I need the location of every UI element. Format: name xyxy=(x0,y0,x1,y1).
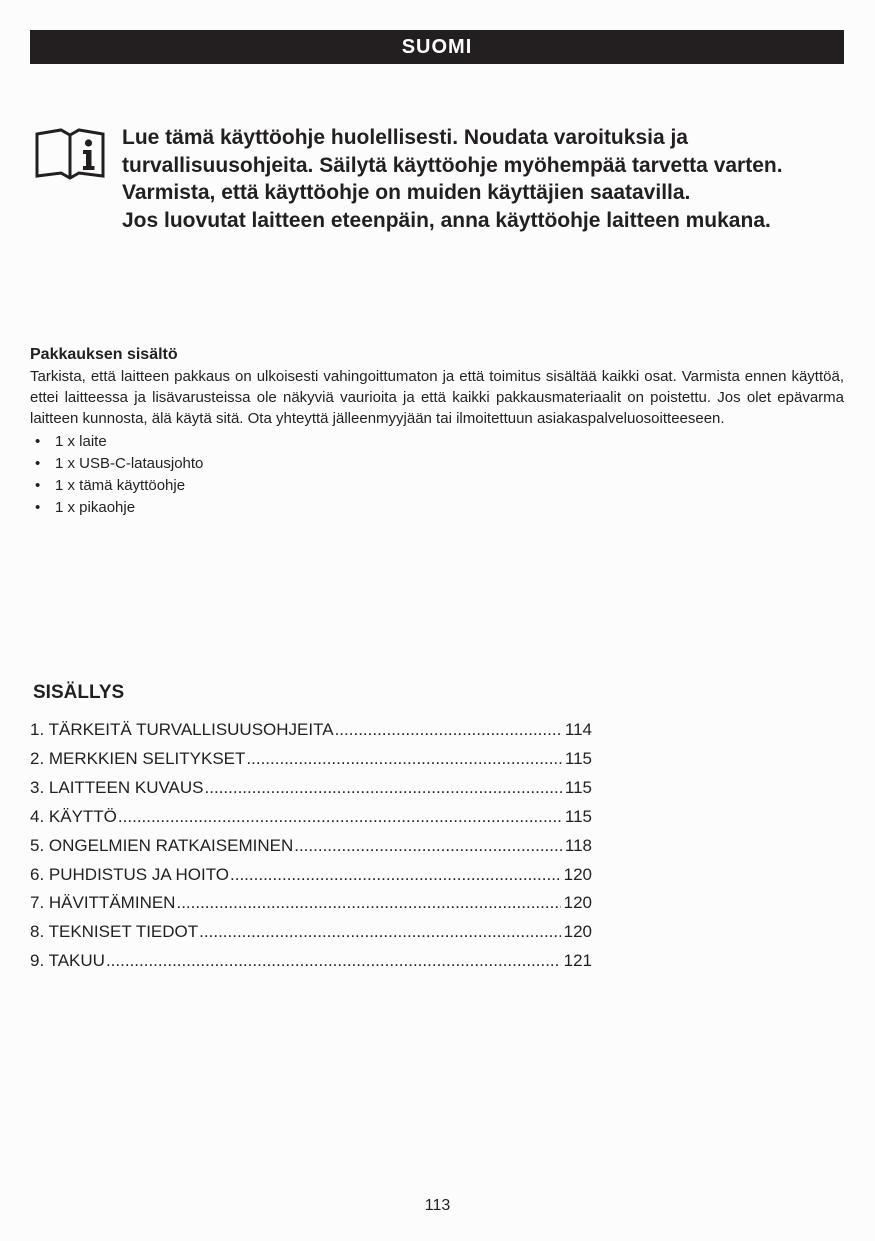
toc-entry[interactable] xyxy=(30,861,592,890)
toc-leader xyxy=(246,745,561,774)
list-item-label: 1 x USB-C-latausjohto xyxy=(55,455,204,472)
toc-leader xyxy=(335,716,562,745)
toc-leader xyxy=(176,889,560,918)
toc-entry[interactable] xyxy=(30,745,592,774)
toc-entry-page: 120 xyxy=(563,864,592,884)
list-item xyxy=(30,431,844,453)
toc-entry-page: 120 xyxy=(563,893,592,913)
toc-entry-page: 120 xyxy=(563,922,592,942)
language-label: SUOMI xyxy=(401,36,473,58)
toc-entry-label: 3. LAITTEEN KUVAUS xyxy=(30,777,204,797)
manual-info-icon xyxy=(33,126,107,182)
toc-entry[interactable] xyxy=(30,918,592,947)
list-item-label: 1 x pikaohje xyxy=(55,499,136,516)
toc-title: SISÄLLYS xyxy=(33,682,125,703)
notice-line: Jos luovutat laitteen eteenpäin, anna käyttöohje laitteen mukana. xyxy=(122,208,771,232)
toc-leader xyxy=(230,861,561,890)
list-item xyxy=(30,453,844,475)
toc-entry-page: 115 xyxy=(564,748,592,768)
list-item xyxy=(30,475,844,497)
toc-entry-page: 115 xyxy=(564,777,592,797)
notice-text xyxy=(122,124,847,234)
toc-leader xyxy=(118,803,562,832)
toc-leader xyxy=(106,947,561,976)
toc-entry[interactable] xyxy=(30,889,592,918)
package-contents-list xyxy=(30,431,844,519)
toc-entry-label: 7. HÄVITTÄMINEN xyxy=(30,893,176,913)
bullet-icon: • xyxy=(35,477,41,494)
toc-entry[interactable] xyxy=(30,716,592,745)
toc-entry-label: 9. TAKUU xyxy=(30,951,105,971)
package-contents-body: Tarkista, että laitteen pakkaus on ulkoisesti vahingoittumaton ja että toimitus sisältää kaikki osat. Varmista ennen käyttöä, ettei laitteessa ja lisävarusteissa ole näkyviä vaurioita ja että kaikki pakkausmateriaalit on poistettu. Jos olet epävarma laitteen kunnosta, älä käytä sitä. Ota yhteyttä jälleenmyyjään tai ilmoitettuun asiakaspalveluosoitteeseen. xyxy=(30,368,844,427)
toc-entry-page: 115 xyxy=(564,806,592,826)
notice-line: Lue tämä käyttöohje huolellisesti. Noudata varoituksia ja xyxy=(122,126,688,149)
toc-entry[interactable] xyxy=(30,774,592,803)
package-contents-section xyxy=(30,344,844,519)
package-contents-title: Pakkauksen sisältö xyxy=(30,346,178,363)
toc-leader xyxy=(294,832,562,861)
toc-entry[interactable] xyxy=(30,947,592,976)
toc-leader xyxy=(205,774,562,803)
toc-entry-label: 6. PUHDISTUS JA HOITO xyxy=(30,864,230,884)
toc-entry-label: 4. KÄYTTÖ xyxy=(30,806,117,826)
toc-entry-page: 121 xyxy=(563,951,592,971)
toc-entry-label: 8. TEKNISET TIEDOT xyxy=(30,922,199,942)
toc-entry[interactable] xyxy=(30,803,592,832)
list-item xyxy=(30,497,844,519)
bullet-icon: • xyxy=(35,455,41,472)
language-header xyxy=(30,30,844,64)
notice-line: turvallisuusohjeita. Säilytä käyttöohje myöhempää tarvetta varten. xyxy=(122,153,783,177)
toc-entry-page: 114 xyxy=(564,720,592,739)
table-of-contents xyxy=(30,680,592,976)
toc-entry-page: 118 xyxy=(564,835,592,855)
toc-entry-label: 2. MERKKIEN SELITYKSET xyxy=(30,748,246,768)
notice-line: Varmista, että käyttöohje on muiden käyttäjien saatavilla. xyxy=(122,181,691,204)
list-item-label: 1 x laite xyxy=(55,433,107,450)
bullet-icon: • xyxy=(35,499,41,516)
toc-entry-label: 1. TÄRKEITÄ TURVALLISUUSOHJEITA xyxy=(30,720,334,739)
toc-entry[interactable] xyxy=(30,832,592,861)
bullet-icon: • xyxy=(35,433,41,450)
toc-leader xyxy=(199,918,560,947)
toc-entry-label: 5. ONGELMIEN RATKAISEMINEN xyxy=(30,835,294,855)
page-number: 113 xyxy=(424,1197,451,1214)
list-item-label: 1 x tämä käyttöohje xyxy=(55,477,186,494)
